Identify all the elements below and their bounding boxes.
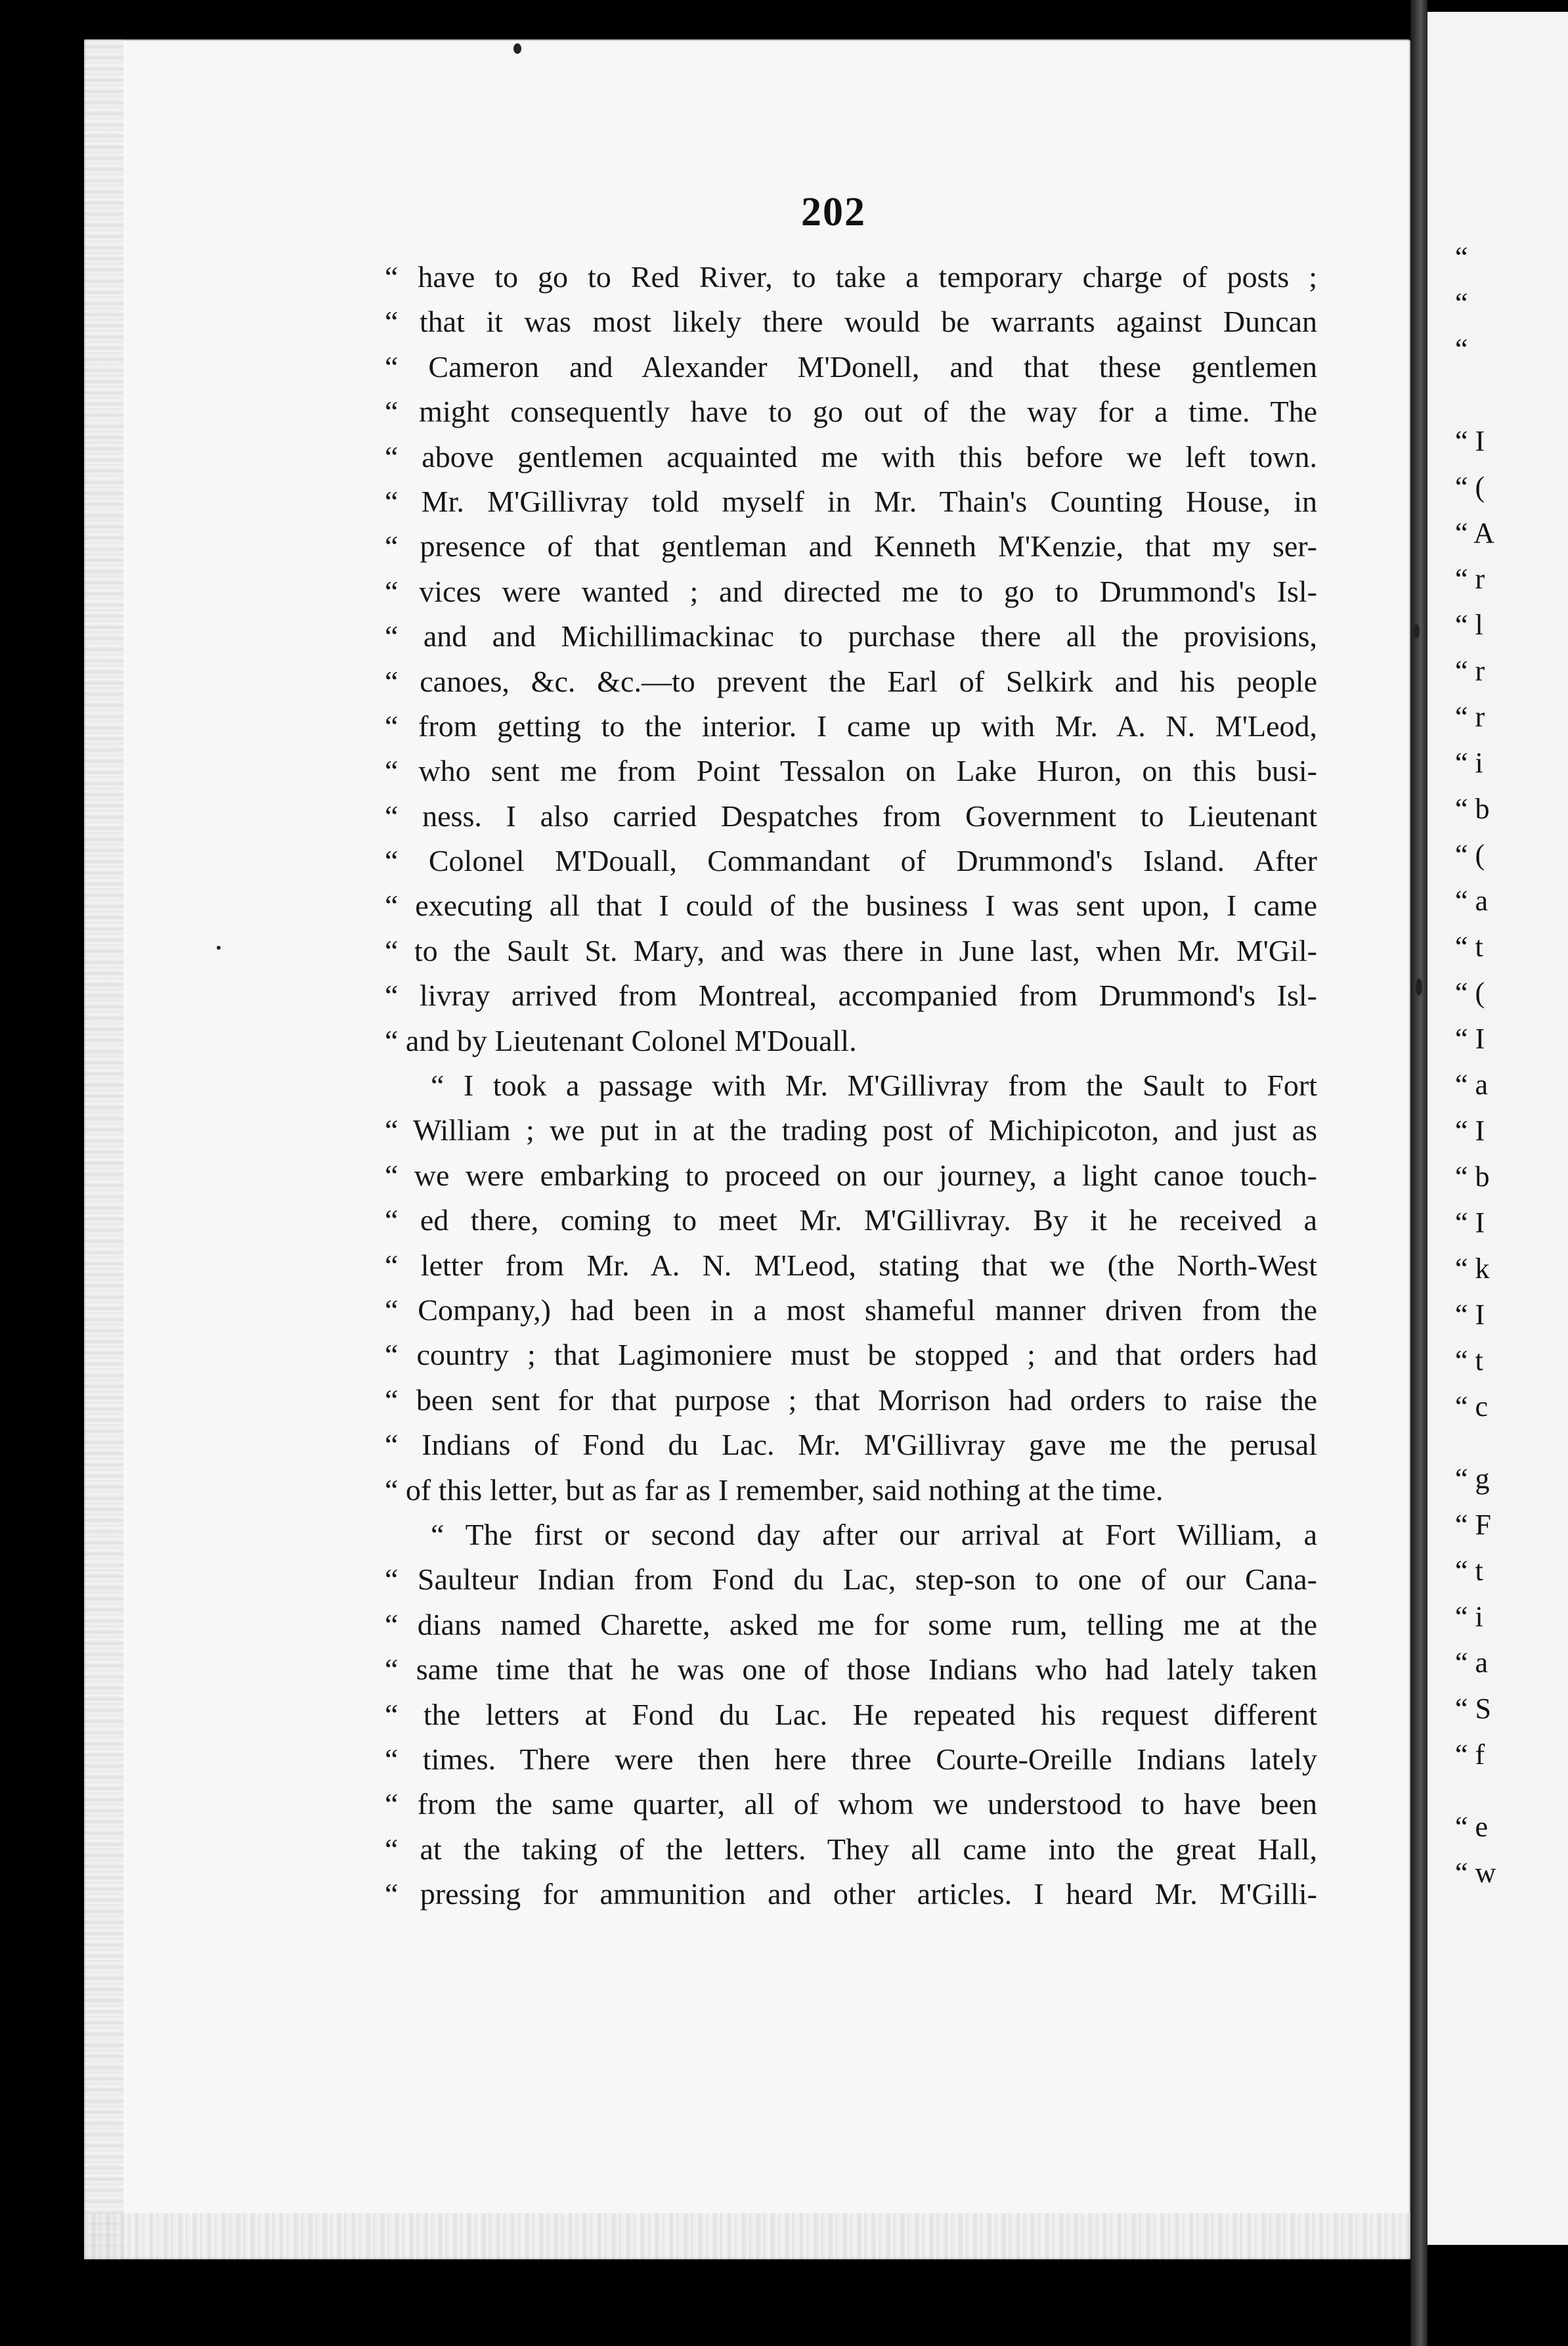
- facing-page-fragment: “ (: [1455, 839, 1485, 871]
- worn-page-bottom-edge: [84, 2213, 1410, 2259]
- facing-page-fragment: “ (: [1455, 977, 1485, 1009]
- text-line: “ ness. I also carried Despatches from Government to Lieutenant: [385, 799, 1317, 833]
- facing-page-fragment: “ t: [1455, 1344, 1483, 1377]
- text-line: “ from the same quarter, all of whom we understood to have been: [385, 1787, 1317, 1821]
- text-line: “ Company,) had been in a most shameful manner driven from the: [385, 1293, 1317, 1327]
- facing-page-fragment: “ e: [1455, 1811, 1489, 1843]
- facing-page-fragment: “ S: [1455, 1693, 1491, 1725]
- facing-page-fragment: “ l: [1455, 609, 1483, 641]
- ink-speck: [1413, 624, 1420, 638]
- facing-page-fragment: “ i: [1455, 1601, 1483, 1633]
- text-line: “ to the Sault St. Mary, and was there in June last, when Mr. M'Gil-: [385, 933, 1317, 967]
- facing-page-fragment: “: [1455, 287, 1468, 319]
- facing-page-fragment: “ a: [1455, 1647, 1489, 1679]
- ink-speck: [217, 946, 221, 950]
- text-line: “ letter from Mr. A. N. M'Leod, stating that we (the North-West: [385, 1248, 1317, 1282]
- text-line: “ The first or second day after our arrival at Fort William, a: [431, 1517, 1317, 1551]
- text-line: “ from getting to the interior. I came up with Mr. A. N. M'Leod,: [385, 709, 1317, 743]
- facing-page-fragment: “ I: [1455, 1023, 1485, 1055]
- facing-page-fragment: “ a: [1455, 885, 1489, 917]
- text-line: “ William ; we put in at the trading post of Michipicoton, and just as: [385, 1113, 1317, 1147]
- text-line: “ Colonel M'Douall, Commandant of Drummond's Island. After: [385, 844, 1317, 878]
- text-line: “ and and Michillimackinac to purchase there all the provisions,: [385, 619, 1317, 653]
- text-line: “ same time that he was one of those Indians who had lately taken: [385, 1652, 1317, 1687]
- text-line: “ have to go to Red River, to take a temporary charge of posts ;: [385, 260, 1317, 294]
- text-line: “ country ; that Lagimoniere must be stopped ; and that orders had: [385, 1338, 1317, 1372]
- text-line: “ Saulteur Indian from Fond du Lac, step-son to one of our Cana-: [385, 1562, 1317, 1597]
- text-line: “ vices were wanted ; and directed me to go to Drummond's Isl-: [385, 574, 1317, 608]
- text-line: “ dians named Charette, asked me for some rum, telling me at the: [385, 1607, 1317, 1641]
- text-line: “ pressing for ammunition and other articles. I heard Mr. M'Gilli-: [385, 1877, 1317, 1911]
- text-line: “ livray arrived from Montreal, accompanied from Drummond's Isl-: [385, 979, 1317, 1013]
- text-line: “ executing all that I could of the business I was sent upon, I came: [385, 889, 1317, 923]
- text-line: “ might consequently have to go out of the way for a time. The: [385, 395, 1317, 429]
- facing-page-fragment: “ c: [1455, 1390, 1489, 1423]
- facing-page-fragment: “ a: [1455, 1069, 1489, 1101]
- facing-page-fragment: “ r: [1455, 563, 1485, 595]
- text-line: “ we were embarking to proceed on our journey, a light canoe touch-: [385, 1158, 1317, 1192]
- worn-page-edge: [84, 39, 123, 2259]
- ink-speck: [513, 43, 521, 54]
- facing-page-fragment: “ I: [1455, 1298, 1485, 1331]
- text-line: “ presence of that gentleman and Kenneth M'Kenzie, that my ser-: [385, 529, 1317, 564]
- text-line: “ Mr. M'Gillivray told myself in Mr. Thain's Counting House, in: [385, 484, 1317, 518]
- ink-speck: [1416, 979, 1422, 996]
- facing-page-fragment: “ g: [1455, 1463, 1490, 1495]
- text-line: “ at the taking of the letters. They all came into the great Hall,: [385, 1832, 1317, 1866]
- text-line: “ been sent for that purpose ; that Morrison had orders to raise the: [385, 1383, 1317, 1417]
- facing-page-fragment: “ b: [1455, 793, 1490, 825]
- text-line: “ times. There were then here three Courte-Oreille Indians lately: [385, 1742, 1317, 1776]
- facing-page-fragment: “: [1455, 241, 1468, 273]
- facing-page-fragment: “ I: [1455, 425, 1485, 457]
- facing-page: [1427, 12, 1568, 2245]
- facing-page-fragment: “ t: [1455, 1555, 1483, 1587]
- facing-page-fragment: “ r: [1455, 701, 1485, 733]
- facing-page-fragment: “ I: [1455, 1206, 1485, 1239]
- text-line: “ ed there, coming to meet Mr. M'Gillivray. By it he received a: [385, 1203, 1317, 1237]
- page-number: 202: [801, 190, 866, 234]
- text-line: “ and by Lieutenant Colonel M'Douall.: [385, 1023, 857, 1057]
- book-gutter: [1410, 0, 1427, 2346]
- facing-page-fragment: “ r: [1455, 655, 1485, 687]
- facing-page-fragment: “ (: [1455, 471, 1485, 503]
- facing-page-fragment: “ F: [1455, 1509, 1491, 1541]
- facing-page-fragment: “: [1455, 333, 1468, 365]
- text-line: “ of this letter, but as far as I remember, said nothing at the time.: [385, 1472, 1164, 1507]
- text-line: “ above gentlemen acquainted me with this before we left town.: [385, 439, 1317, 474]
- facing-page-fragment: “ A: [1455, 517, 1494, 549]
- facing-page-fragment: “ t: [1455, 931, 1483, 963]
- text-line: “ who sent me from Point Tessalon on Lake Huron, on this busi-: [385, 754, 1317, 788]
- facing-page-fragment: “ f: [1455, 1738, 1485, 1771]
- text-line: “ canoes, &c. &c.—to prevent the Earl of Selkirk and his people: [385, 664, 1317, 698]
- text-line: “ that it was most likely there would be warrants against Duncan: [385, 305, 1317, 339]
- text-line: “ Cameron and Alexander M'Donell, and that these gentlemen: [385, 349, 1317, 384]
- facing-page-fragment: “ k: [1455, 1252, 1490, 1285]
- facing-page-fragment: “ I: [1455, 1115, 1485, 1147]
- text-line: “ I took a passage with Mr. M'Gillivray from the Sault to Fort: [431, 1069, 1317, 1103]
- facing-page-fragment: “ w: [1455, 1857, 1496, 1889]
- text-line: “ the letters at Fond du Lac. He repeated his request different: [385, 1697, 1317, 1731]
- facing-page-fragment: “ i: [1455, 747, 1483, 779]
- body-text: [385, 255, 1317, 1916]
- facing-page-fragment: “ b: [1455, 1161, 1490, 1193]
- text-line: “ Indians of Fond du Lac. Mr. M'Gillivray gave me the perusal: [385, 1428, 1317, 1462]
